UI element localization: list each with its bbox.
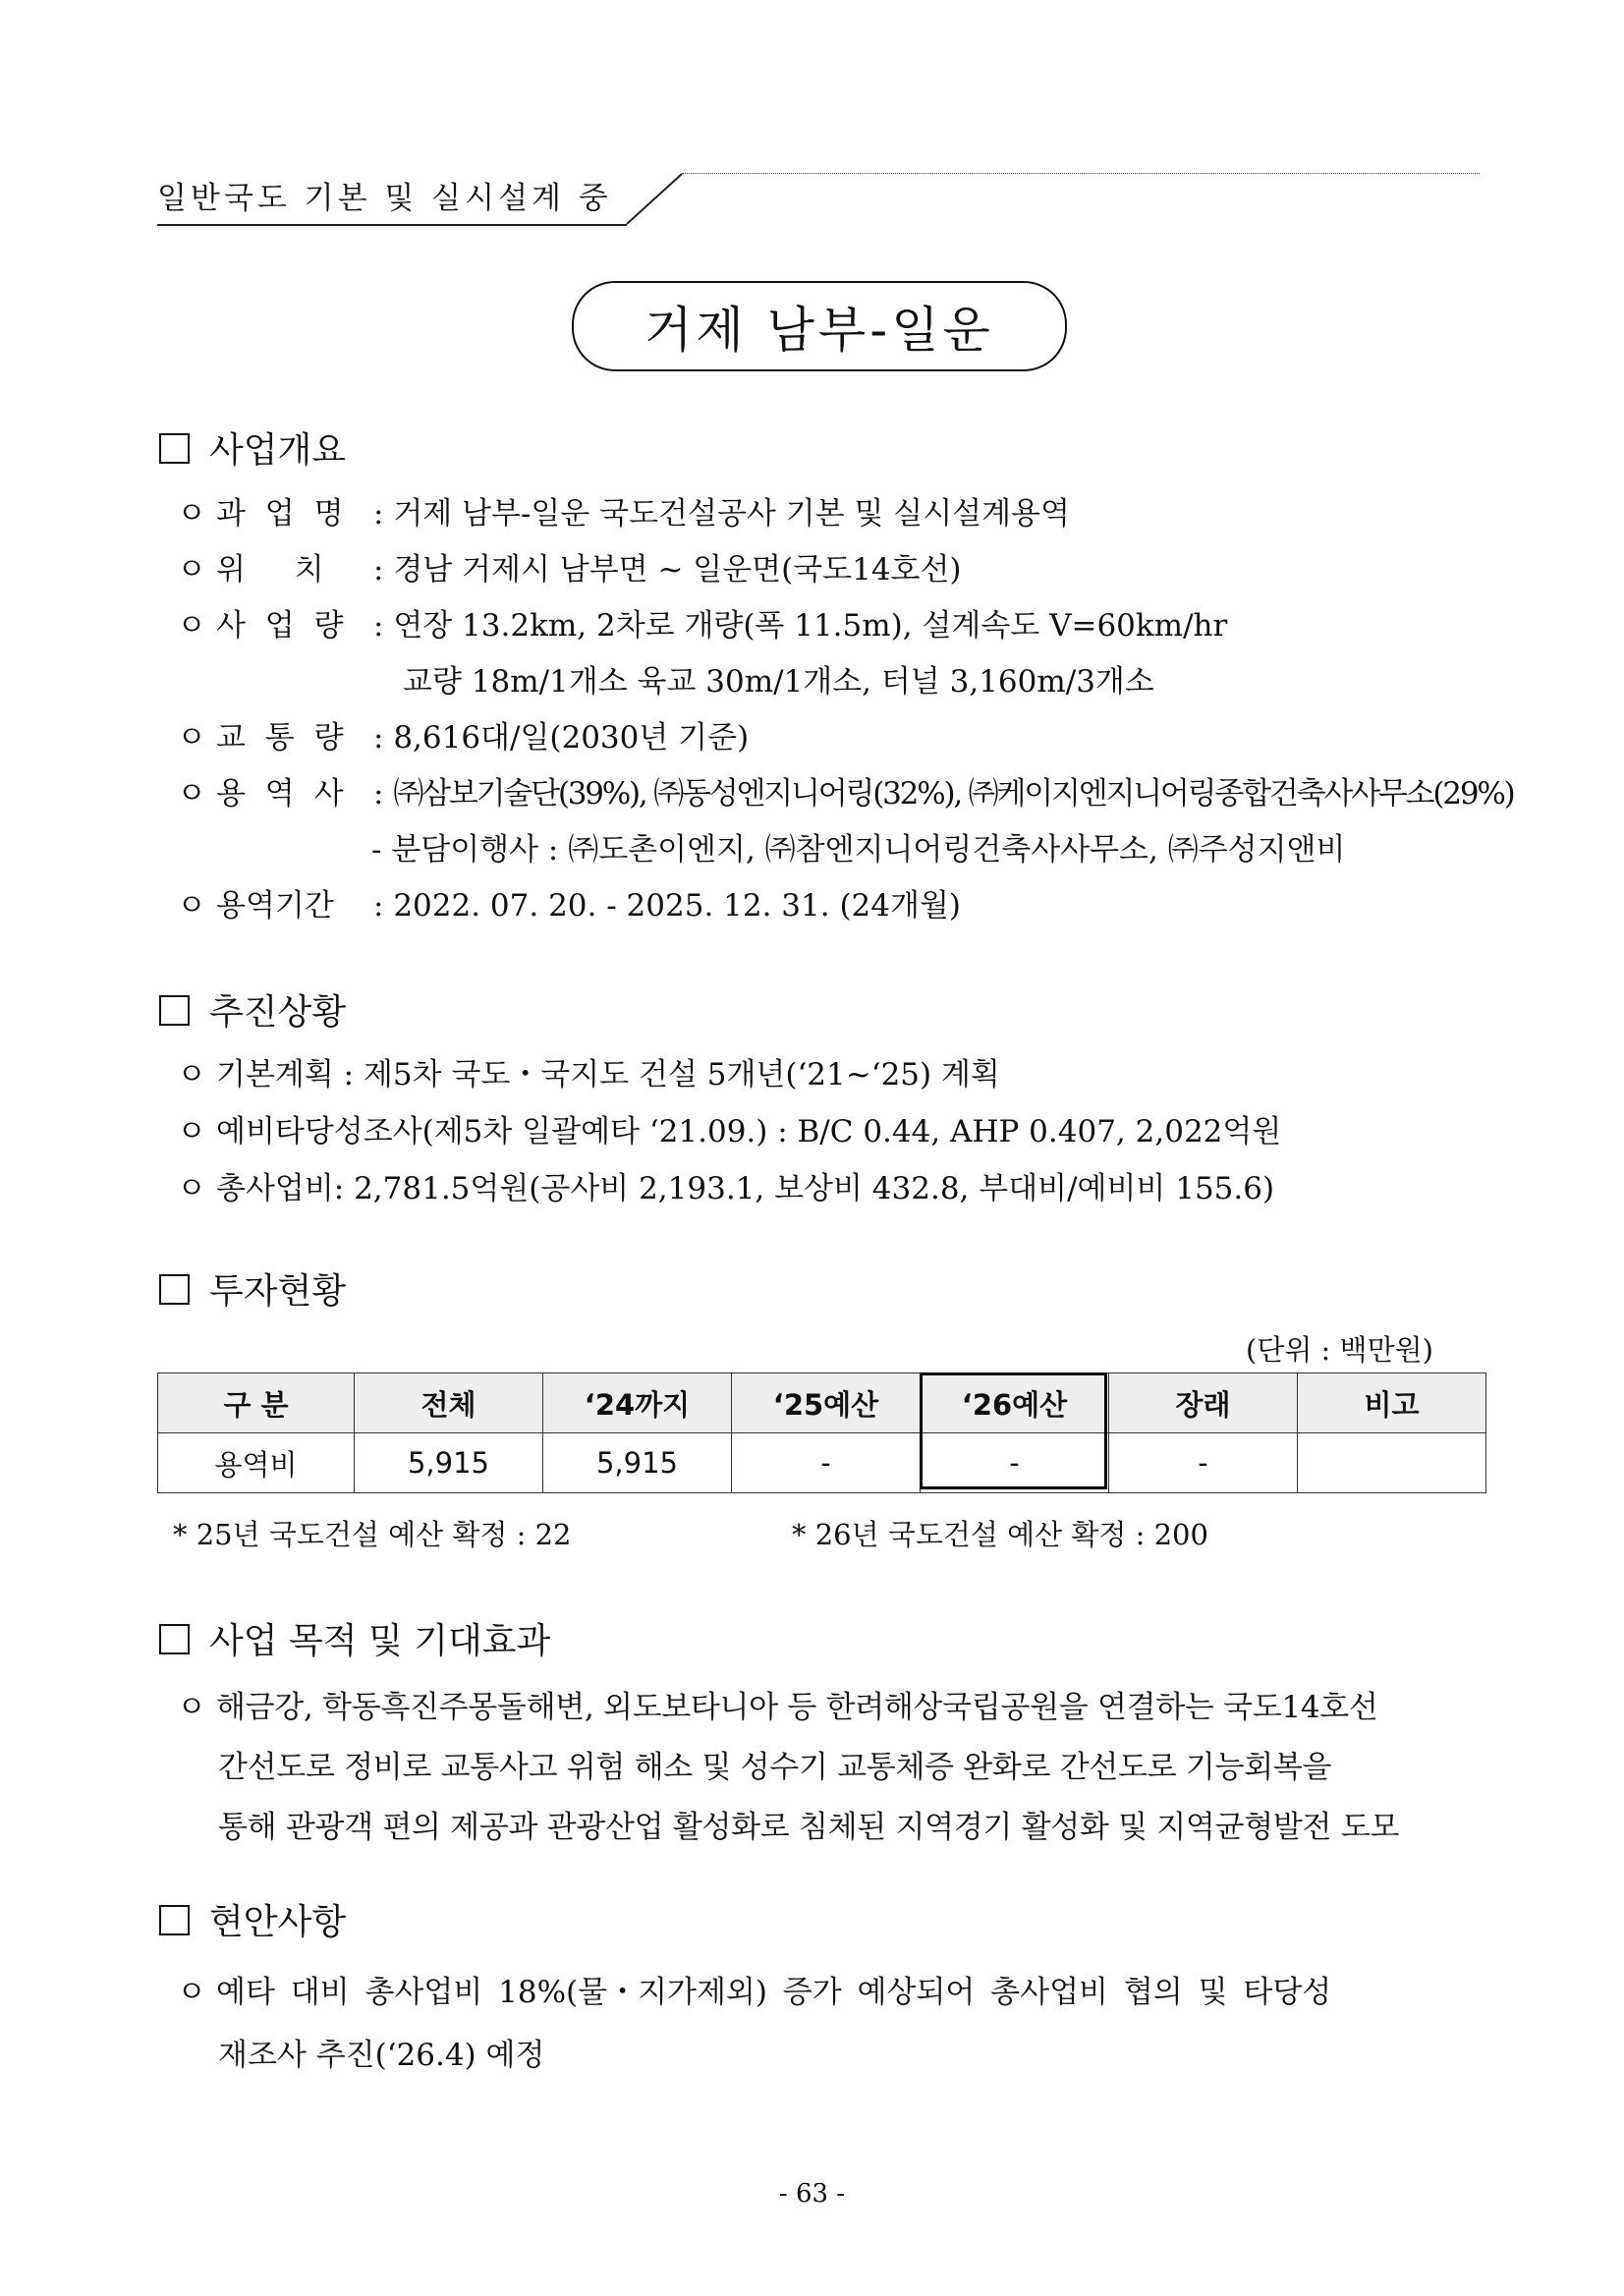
table-header-row xyxy=(158,1373,1486,1433)
page-number: - 63 - xyxy=(778,2179,846,2209)
table-header-cell: ‘24까지 xyxy=(543,1373,732,1433)
checkbox-square-icon xyxy=(159,1624,190,1654)
table-row xyxy=(158,1433,1486,1493)
section-purpose-heading: 사업 목적 및 기대효과 xyxy=(159,1613,550,1663)
issues-line-2: 재조사 추진(‘26.4) 예정 xyxy=(218,2038,545,2073)
overview-item-subcontractors: - 분담이행사 : ㈜도촌이엔지, ㈜참엔지니어링건축사사무소, ㈜주성지앤비 xyxy=(371,832,1346,868)
table-cell: - xyxy=(732,1433,921,1493)
checkbox-square-icon xyxy=(159,433,190,464)
overview-item-traffic: ㅇ 교 통 량 : 8,616대/일(2030년 기준) xyxy=(177,712,749,756)
overview-item-scope: ㅇ 사 업 량 : 연장 13.2km, 2차로 개량(폭 11.5m), 설계속도 V=60km/hr xyxy=(177,600,1227,644)
investment-note-2026: * 26년 국도건설 예산 확정 : 200 xyxy=(792,1518,1208,1551)
investment-unit-label: (단위 : 백만원) xyxy=(1246,1333,1433,1367)
table-cell: 5,915 xyxy=(543,1433,732,1493)
checkbox-square-icon xyxy=(159,995,190,1026)
header-slash-decoration xyxy=(625,173,684,226)
table-header-cell: ‘25예산 xyxy=(732,1373,921,1433)
table-cell: 5,915 xyxy=(355,1433,543,1493)
bullet-circle-icon: ㅇ xyxy=(177,776,206,812)
table-header-cell: 전체 xyxy=(355,1373,543,1433)
bullet-circle-icon: ㅇ xyxy=(177,1114,206,1149)
purpose-line-3: 통해 관광객 편의 제공과 관광산업 활성화로 침체된 지역경기 활성화 및 지역균형발전 도모 xyxy=(218,1810,1399,1845)
table-cell xyxy=(1298,1433,1486,1493)
bullet-circle-icon: ㅇ xyxy=(177,1057,206,1092)
table-header-cell: ‘26예산 xyxy=(921,1373,1109,1433)
bullet-circle-icon: ㅇ xyxy=(177,1690,206,1725)
issues-line-1: ㅇ 예타 대비 총사업비 18%(물・지가제외) 증가 예상되어 총사업비 협의 및 타당성 xyxy=(177,1967,1331,2011)
section-issues-heading: 현안사항 xyxy=(159,1894,346,1944)
table-header-cell: 구 분 xyxy=(158,1373,355,1433)
checkbox-square-icon xyxy=(159,1905,190,1935)
header-dotted-line xyxy=(682,173,1480,174)
investment-table xyxy=(157,1372,1486,1493)
section-overview-heading: 사업개요 xyxy=(159,422,346,473)
header-underline xyxy=(157,224,627,226)
current-year-highlight-frame xyxy=(920,1372,1107,1489)
bullet-circle-icon: ㅇ xyxy=(177,1975,206,2010)
overview-item-contractor: ㅇ 용 역 사 : ㈜삼보기술단(39%), ㈜동성엔지니어링(32%), ㈜케이지엔지니어링종합건축사사무소(29%) xyxy=(177,768,1514,812)
overview-item-location: ㅇ 위 치 : 경남 거제시 남부면 ~ 일운면(국도14호선) xyxy=(177,544,962,588)
bullet-circle-icon: ㅇ xyxy=(177,552,206,588)
progress-item-basic-plan: ㅇ 기본계획 : 제5차 국도・국지도 건설 5개년(‘21~‘25) 계획 xyxy=(177,1049,1000,1093)
bullet-circle-icon: ㅇ xyxy=(177,888,206,924)
section-progress-heading: 추진상황 xyxy=(159,984,346,1035)
table-cell: - xyxy=(1109,1433,1298,1493)
project-title: 거제 남부-일운 xyxy=(644,302,994,359)
purpose-line-1: ㅇ 해금강, 학동흑진주몽돌해변, 외도보타니아 등 한려해상국립공원을 연결하는 국도14호선 xyxy=(177,1682,1378,1726)
purpose-line-2: 간선도로 정비로 교통사고 위험 해소 및 성수기 교통체증 완화로 간선도로 기능회복을 xyxy=(218,1750,1332,1785)
project-title-box xyxy=(572,281,1067,371)
investment-note-2025: * 25년 국도건설 예산 확정 : 22 xyxy=(173,1518,572,1551)
progress-item-feasibility: ㅇ 예비타당성조사(제5차 일괄예타 ‘21.09.) : B/C 0.44, AHP 0.407, 2,022억원 xyxy=(177,1106,1281,1150)
document-category-header: 일반국도 기본 및 실시설계 중 xyxy=(157,181,612,216)
table-header-cell: 비고 xyxy=(1298,1373,1486,1433)
section-investment-heading: 투자현황 xyxy=(159,1263,346,1314)
overview-item-scope-continued: 교량 18m/1개소 육교 30m/1개소, 터널 3,160m/3개소 xyxy=(403,664,1154,700)
table-cell: - xyxy=(921,1433,1109,1493)
overview-item-period: ㅇ 용역기간 : 2022. 07. 20. - 2025. 12. 31. (24개월) xyxy=(177,880,961,924)
bullet-circle-icon: ㅇ xyxy=(177,496,206,532)
progress-item-total-cost: ㅇ 총사업비: 2,781.5억원(공사비 2,193.1, 보상비 432.8, 부대비/예비비 155.6) xyxy=(177,1163,1274,1207)
overview-item-task-name: ㅇ 과 업 명 : 거제 남부-일운 국도건설공사 기본 및 실시설계용역 xyxy=(177,488,1070,532)
checkbox-square-icon xyxy=(159,1274,190,1305)
bullet-circle-icon: ㅇ xyxy=(177,1171,206,1206)
bullet-circle-icon: ㅇ xyxy=(177,720,206,756)
bullet-circle-icon: ㅇ xyxy=(177,608,206,644)
table-header-cell: 장래 xyxy=(1109,1373,1298,1433)
table-cell: 용역비 xyxy=(158,1433,355,1493)
